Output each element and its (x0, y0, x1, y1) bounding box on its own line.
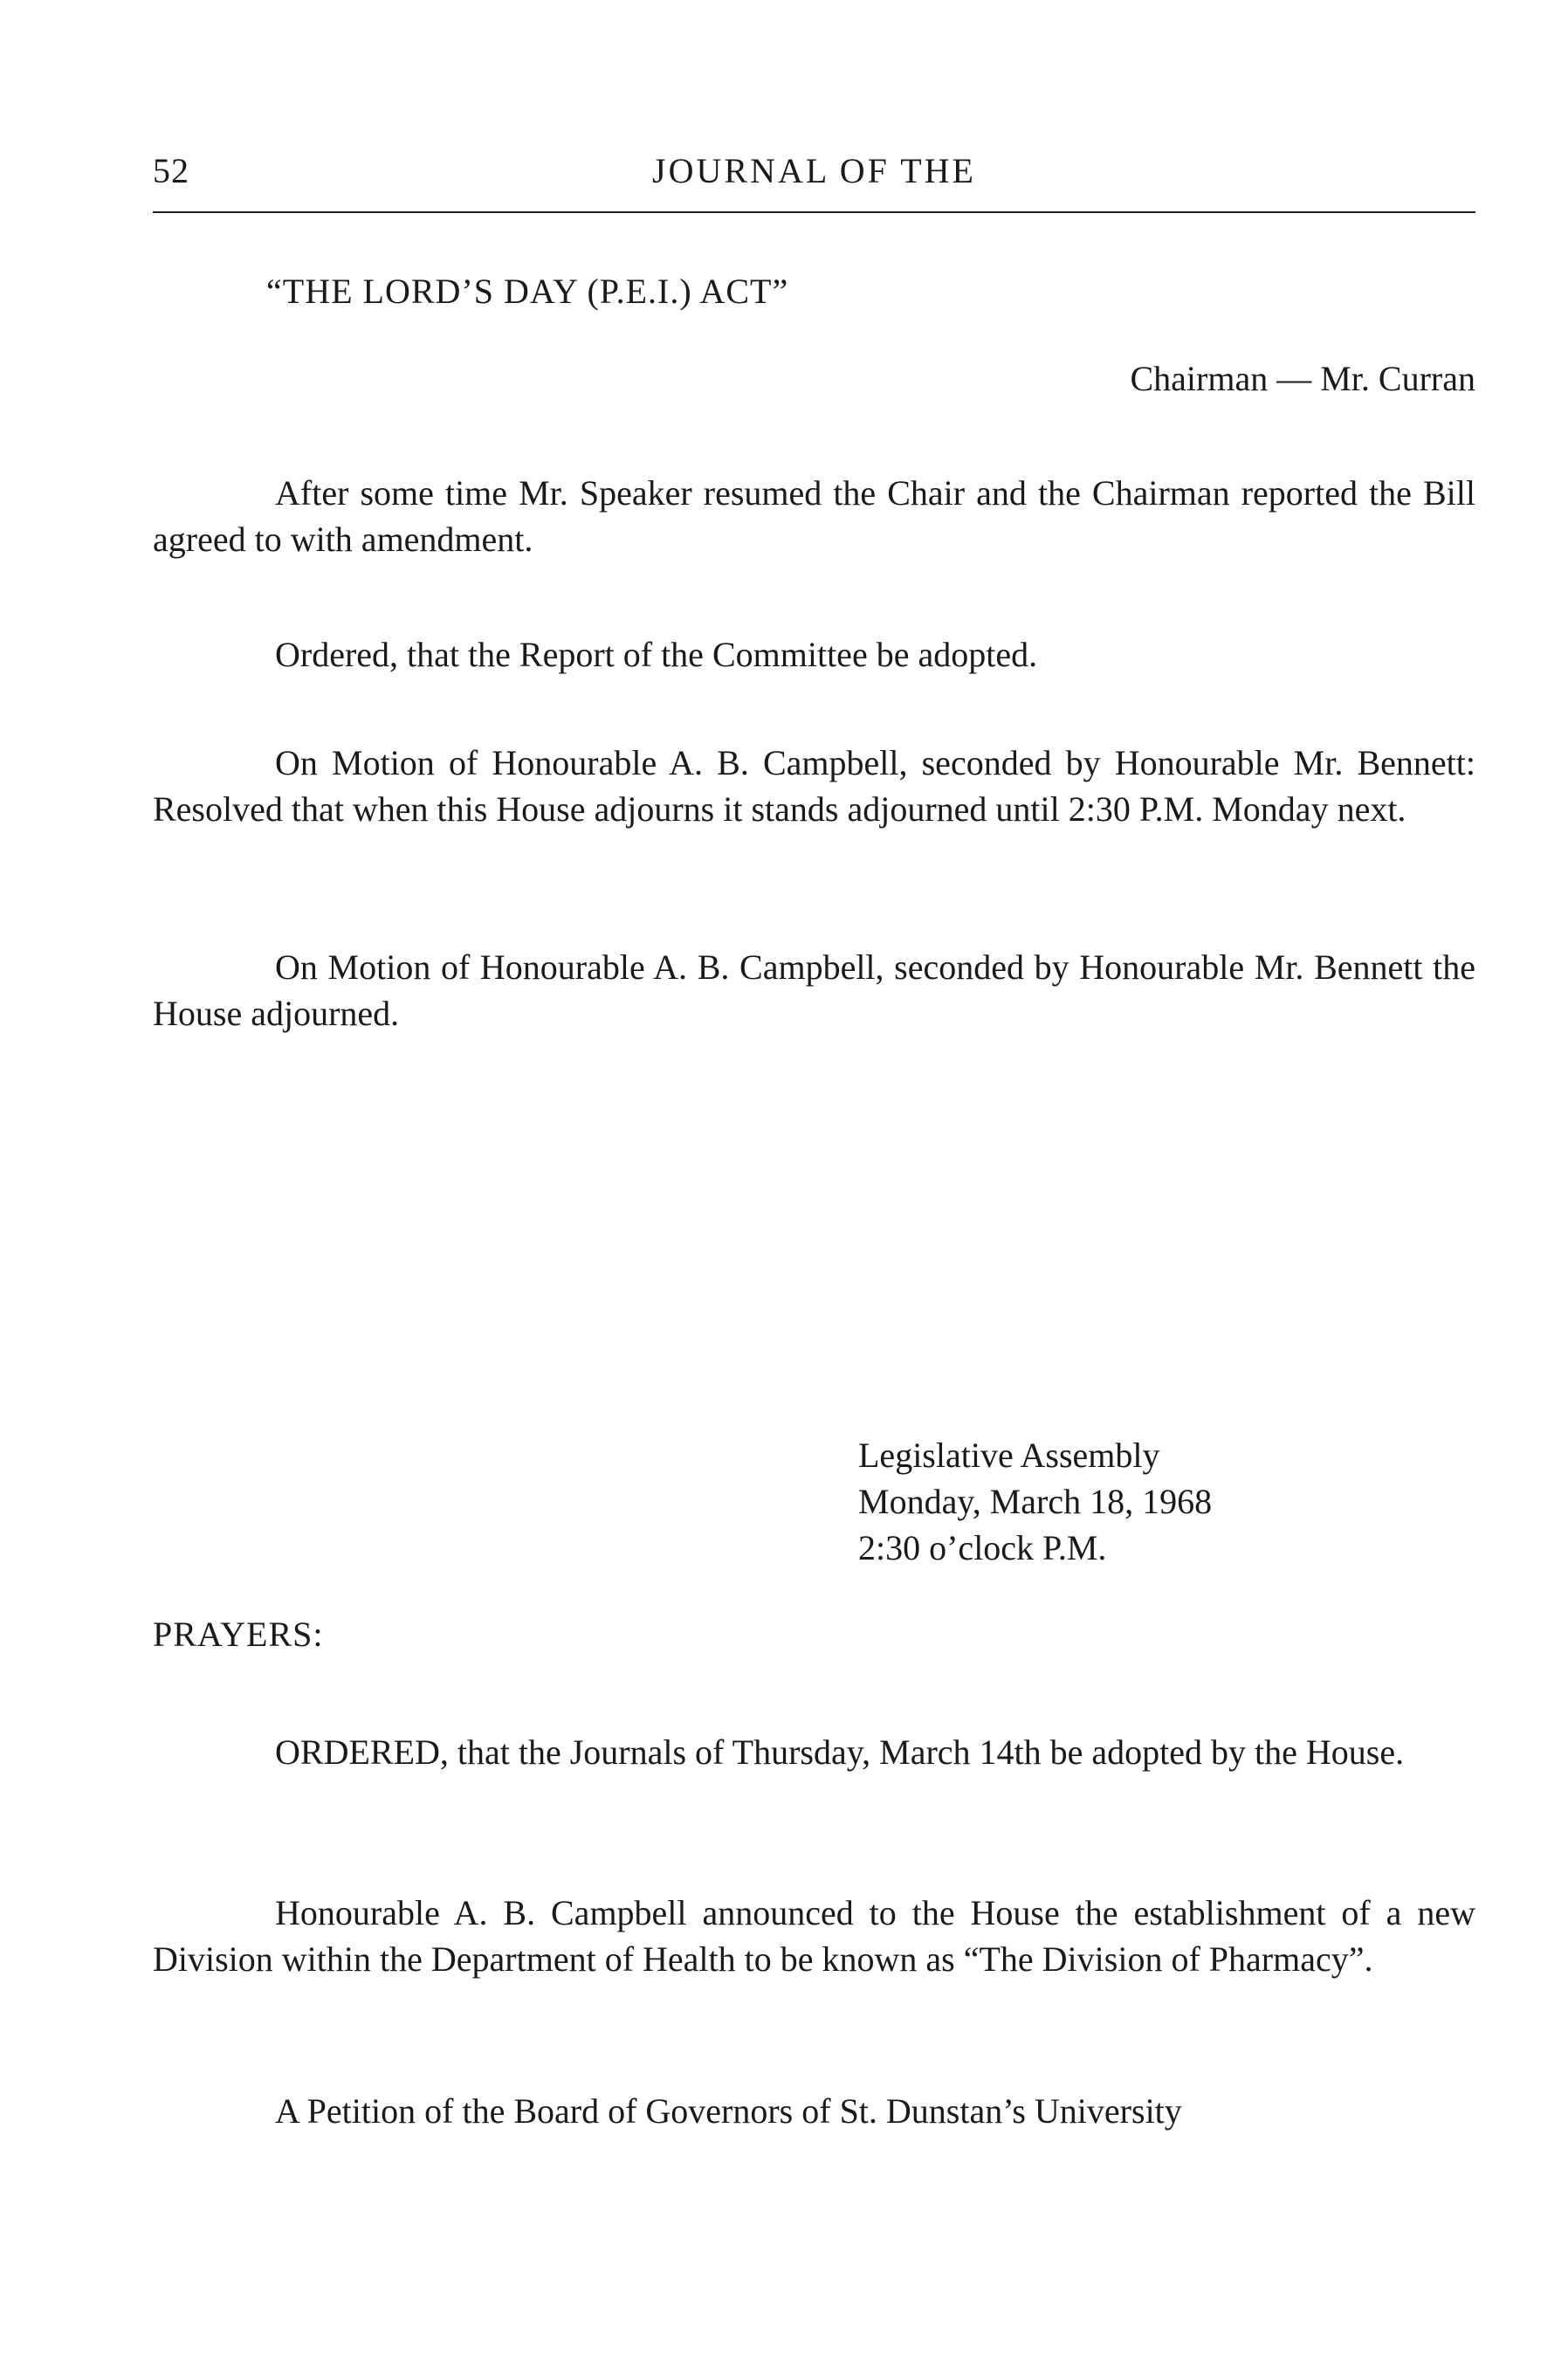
page-header (153, 150, 1475, 203)
paragraph-petition: A Petition of the Board of Governors of St. Dunstan’s University (275, 2091, 1182, 2131)
dateline-date: Monday, March 18, 1968 (858, 1482, 1213, 1521)
header-rule (153, 211, 1475, 213)
running-title: JOURNAL OF THE (652, 151, 976, 190)
paragraph-division-of-pharmacy: Honourable A. B. Campbell announced to the House the establishment of a new Division within the Department of Health to be known as “The Division of Pharmacy”. (153, 1893, 1475, 1979)
prayers-heading: PRAYERS: (153, 1615, 324, 1654)
page-number: 52 (153, 151, 189, 190)
paragraph-speaker-resumed: After some time Mr. Speaker resumed the Chair and the Chairman reported the Bill agreed to with amendment. (153, 473, 1475, 559)
chairman-line: Chairman — Mr. Curran (1130, 359, 1475, 398)
paragraph-journals-adopted: ORDERED, that the Journals of Thursday, March 14th be adopted by the House. (275, 1732, 1405, 1772)
dateline-time: 2:30 o’clock P.M. (858, 1528, 1107, 1567)
paragraph-adjournment-resolution: On Motion of Honourable A. B. Campbell, seconded by Honourable Mr. Bennett: Resolved that when this House adjourns it stands adjourned until 2:30 P.M. Monday next. (153, 743, 1475, 829)
act-title: “THE LORD’S DAY (P.E.I.) ACT” (266, 272, 789, 311)
dateline-assembly: Legislative Assembly (858, 1436, 1160, 1475)
paragraph-report-adopted: Ordered, that the Report of the Committee be adopted. (275, 635, 1038, 674)
sitting-dateline (858, 1432, 1212, 1571)
paragraph-house-adjourned: On Motion of Honourable A. B. Campbell, seconded by Honourable Mr. Bennett the House adjourned. (153, 947, 1475, 1033)
